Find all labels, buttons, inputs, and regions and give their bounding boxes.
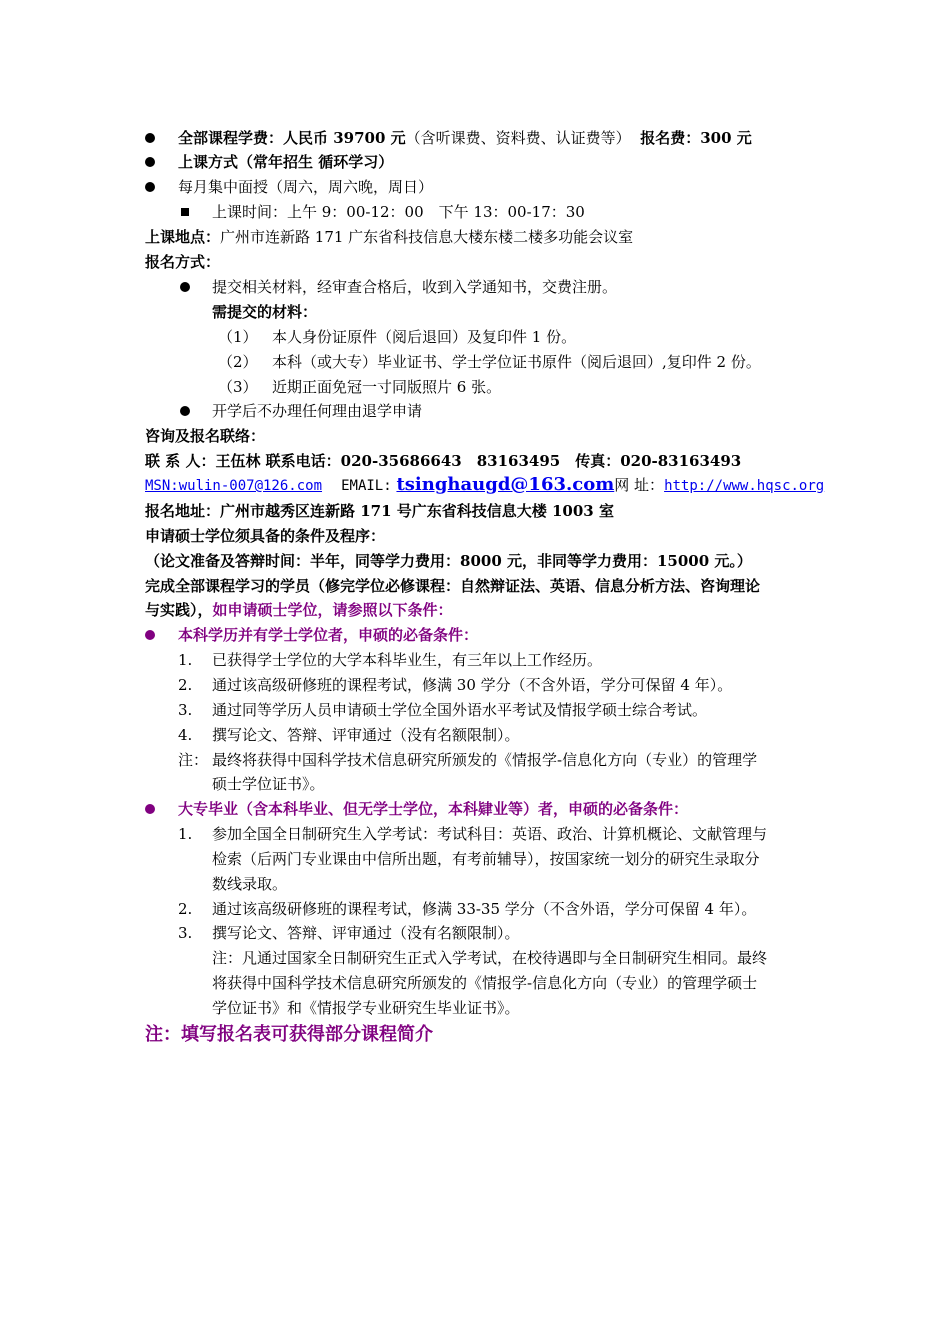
fees-amount: 人民币 39700 元 [283, 129, 406, 147]
bullet-icon [145, 133, 155, 143]
list-item: 参加全国全日制研究生入学考试：考试科目：英语、政治、计算机概论、文献管理与 [212, 825, 768, 843]
degree-intro-highlight: 如申请硕士学位，请参照以下条件： [212, 601, 453, 619]
class-time: 上课时间：上午 9：00-12：00 下午 13：00-17：30 [212, 203, 585, 221]
college-heading: 大专毕业（含本科毕业、但无学士学位，本科肄业等）者，申硕的必备条件： [178, 800, 689, 818]
web-label: 网 址： [614, 476, 665, 494]
degree-intro-cont [145, 599, 453, 621]
college-note: 注：凡通过国家全日制研究生正式入学考试，在校待遇即与全日制研究生相同。最终 [212, 949, 768, 967]
bullet-icon [180, 406, 190, 416]
list-num: 2. [178, 676, 193, 694]
material-item: 本科（或大专）毕业证书、学士学位证书原件（阅后退回）,复印件 2 份。 [272, 353, 761, 371]
signup-address: 报名地址：广州市越秀区连新路 171 号广东省科技信息大楼 1003 室 [145, 502, 614, 520]
list-item: 撰写论文、答辩、评审通过（没有名额限制）。 [212, 726, 520, 744]
bachelor-heading: 本科学历并有学士学位者，申硕的必备条件： [178, 626, 479, 644]
list-item: 通过同等学历人员申请硕士学位全国外语水平考试及情报学硕士综合考试。 [212, 701, 708, 719]
degree-heading: 申请硕士学位须具备的条件及程序： [145, 527, 386, 545]
materials-heading: 需提交的材料： [212, 303, 318, 321]
material-item: 近期正面免冠一寸同版照片 6 张。 [272, 378, 502, 396]
material-num: （1） [218, 328, 258, 346]
degree-intro: 完成全部课程学习的学员（修完学位必修课程：自然辩证法、英语、信息分析方法、咨询理论 [145, 577, 761, 595]
list-item-cont: 数线录取。 [212, 875, 288, 893]
location-line [145, 226, 633, 248]
list-num: 3. [178, 924, 193, 942]
list-num: 3. [178, 701, 193, 719]
signup-heading: 报名方式： [145, 253, 221, 271]
bachelor-note: 最终将获得中国科学技术信息研究所颁发的《情报学-信息化方向（专业）的管理学 [212, 751, 758, 769]
bullet-icon [145, 804, 155, 814]
list-item: 通过该高级研修班的课程考试，修满 30 学分（不含外语，学分可保留 4 年）。 [212, 676, 733, 694]
email-label: EMAIL: [341, 478, 392, 494]
final-note: 注：填写报名表可获得部分课程简介 [145, 1024, 433, 1045]
list-num: 1. [178, 825, 193, 843]
signup-submit: 提交相关材料，经审查合格后，收到入学通知书，交费注册。 [212, 278, 618, 296]
material-item: 本人身份证原件（阅后退回）及复印件 1 份。 [272, 328, 577, 346]
list-item: 撰写论文、答辩、评审通过（没有名额限制）。 [212, 924, 520, 942]
registration-fee: 报名费：300 元 [640, 129, 752, 147]
bullet-icon [145, 182, 155, 192]
list-num: 1. [178, 651, 193, 669]
college-note-cont: 将获得中国科学技术信息研究所颁发的《情报学-信息化方向（专业）的管理学硕士 [212, 974, 758, 992]
monthly-schedule: 每月集中面授（周六，周六晚，周日） [178, 178, 434, 196]
bullet-icon [145, 630, 155, 640]
bullet-icon [180, 282, 190, 292]
college-note-cont: 学位证书》和《情报学专业研究生毕业证书》。 [212, 999, 520, 1017]
contact-heading: 咨询及报名联络： [145, 427, 266, 445]
location-label: 上课地点： [145, 228, 221, 246]
contact-line: 联 系 人：王伍林 联系电话：020-35686643 83163495 传真：020-83163493 [145, 452, 742, 470]
msn-link[interactable]: MSN:wulin-007@126.com [145, 478, 323, 494]
list-item-cont: 检索（后两门专业课由中信所出题，有考前辅导），按国家统一划分的研究生录取分 [212, 850, 760, 868]
no-refund: 开学后不办理任何理由退学申请 [212, 402, 423, 420]
material-num: （3） [218, 378, 258, 396]
bachelor-note-cont: 硕士学位证书》。 [212, 775, 325, 793]
fees-label: 全部课程学费： [178, 129, 284, 147]
email-link[interactable]: tsinghaugd@163.com [396, 474, 615, 495]
list-item: 已获得学士学位的大学本科毕业生，有三年以上工作经历。 [212, 651, 603, 669]
note-label: 注： [178, 751, 209, 769]
square-bullet-icon [181, 208, 189, 216]
fees-note: （含听课费、资料费、认证费等） [405, 129, 631, 147]
degree-intro-part: 与实践）， [145, 601, 213, 619]
website-link[interactable]: http://www.hqsc.org [664, 478, 825, 494]
list-num: 2. [178, 900, 193, 918]
list-num: 4. [178, 726, 193, 744]
online-contact-line [145, 474, 824, 497]
degree-cost: （论文准备及答辩时间：半年，同等学力费用：8000 元，非同等学力费用：15000 元。） [145, 552, 752, 570]
list-item: 通过该高级研修班的课程考试，修满 33-35 学分（不含外语，学分可保留 4 年）。 [212, 900, 757, 918]
class-mode: 上课方式（常年招生 循环学习） [178, 153, 394, 171]
location-text: 广州市连新路 171 广东省科技信息大楼东楼二楼多功能会议室 [220, 228, 634, 246]
fees-line [178, 127, 752, 149]
material-num: （2） [218, 353, 258, 371]
bullet-icon [145, 157, 155, 167]
